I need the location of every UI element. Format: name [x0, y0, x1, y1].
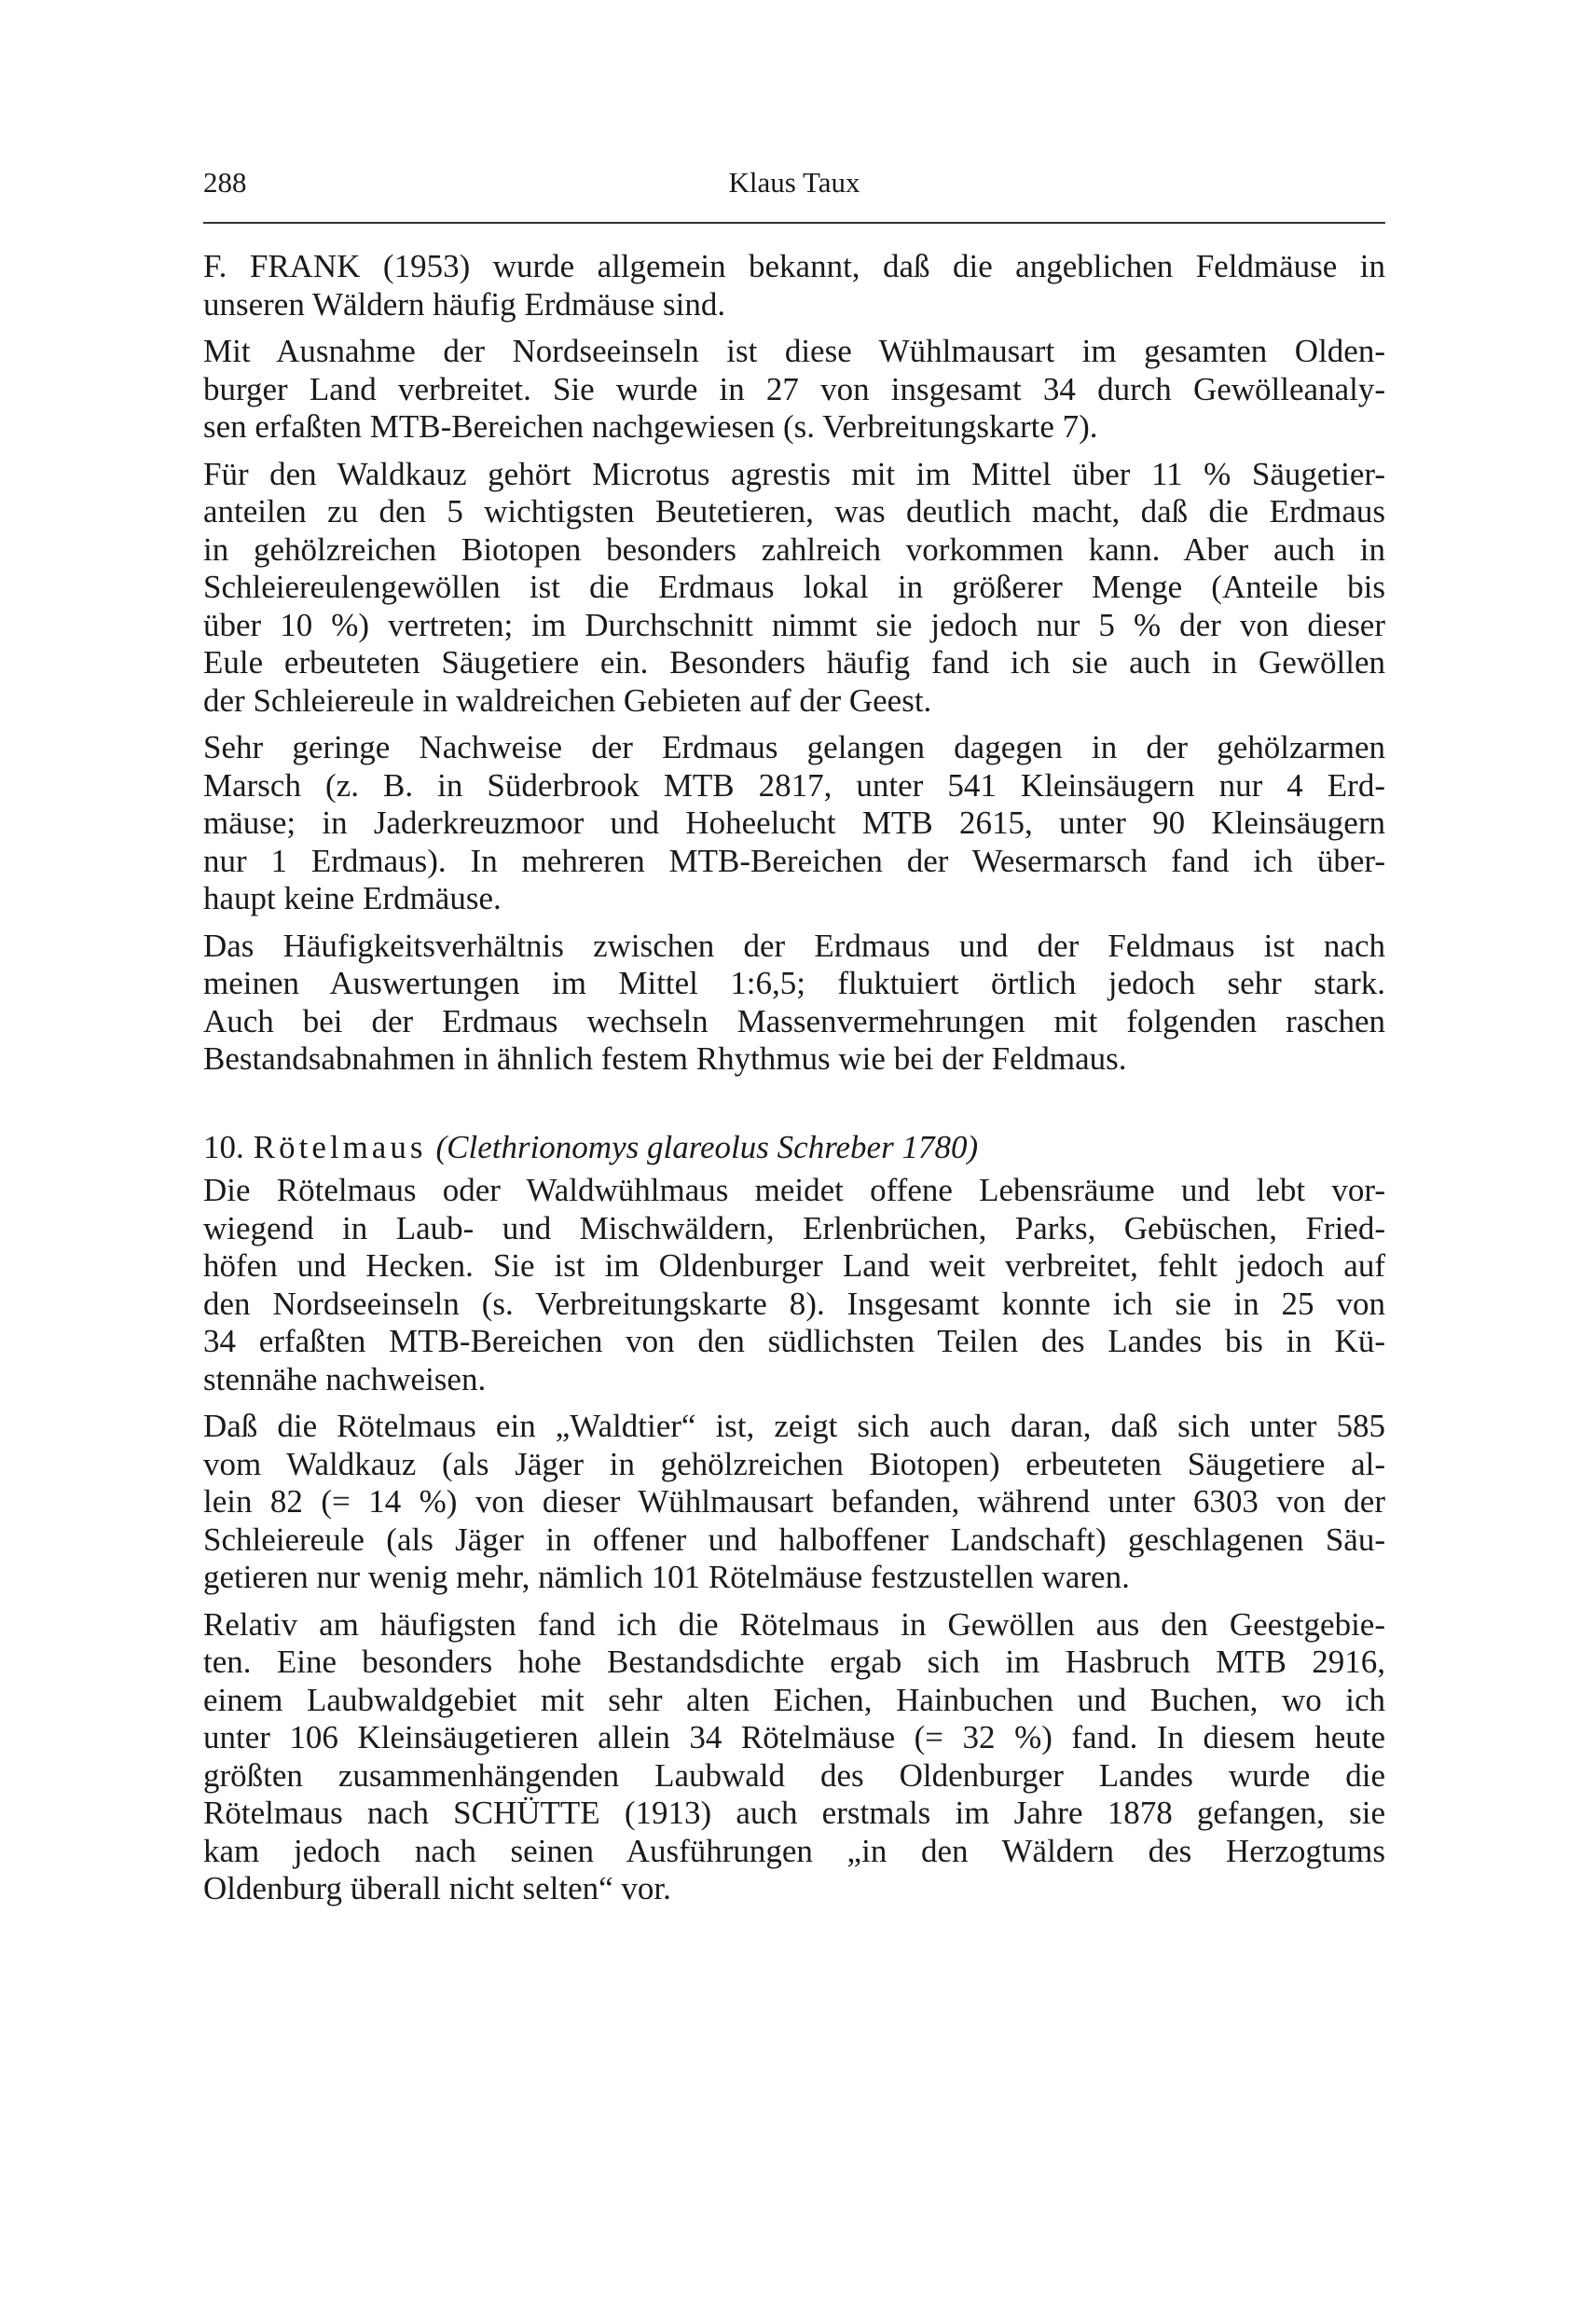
- text-line: F. FRANK (1953) wurde allgemein bekannt, daß die angeblichen Feldmäuse in: [203, 248, 1385, 284]
- text-line: lein 82 (= 14 %) von dieser Wühlmausart befanden, während unter 6303 von der: [203, 1483, 1385, 1520]
- text-line: Schleiereule (als Jäger in offener und halboffener Landschaft) geschlagenen Säu-: [203, 1521, 1385, 1558]
- text-line: anteilen zu den 5 wichtigsten Beutetieren, was deutlich macht, daß die Erdmaus: [203, 493, 1385, 530]
- header-rule: [203, 222, 1385, 224]
- text-line: Bestandsabnahmen in ähnlich festem Rhythmus wie bei der Feldmaus.: [203, 1040, 1127, 1077]
- running-head: Klaus Taux: [728, 166, 860, 199]
- text-line: Eule erbeuteten Säugetiere ein. Besonders häufig fand ich sie auch in Gewöllen: [203, 644, 1385, 681]
- section-heading: [203, 1129, 1385, 1167]
- text-line: haupt keine Erdmäuse.: [203, 880, 502, 916]
- text-line: mäuse; in Jaderkreuzmoor und Hoheelucht MTB 2615, unter 90 Kleinsäugern: [203, 805, 1385, 841]
- text-line: wiegend in Laub- und Mischwäldern, Erlenbrüchen, Parks, Gebüschen, Fried-: [203, 1209, 1385, 1246]
- text-line: nur 1 Erdmaus). In mehreren MTB-Bereichen der Wesermarsch fand ich über-: [203, 842, 1385, 879]
- text-line: getieren nur wenig mehr, nämlich 101 Rötelmäuse festzustellen waren.: [203, 1559, 1130, 1595]
- text-line: in gehölzreichen Biotopen besonders zahlreich vorkommen kann. Aber auch in: [203, 530, 1385, 568]
- text-line: Daß die Rötelmaus ein „Waldtier“ ist, zeigt sich auch daran, daß sich unter 585: [203, 1408, 1385, 1444]
- body-text: [203, 248, 1385, 1079]
- text-line: der Schleiereule in waldreichen Gebieten auf der Geest.: [203, 681, 932, 719]
- text-line: unseren Wäldern häufig Erdmäuse sind.: [203, 285, 726, 323]
- text-line: sen erfaßten MTB-Bereichen nachgewiesen (s. Verbreitungskarte 7).: [203, 408, 1098, 445]
- text-line: Für den Waldkauz gehört Microtus agrestis mit im Mittel über 11 % Säugetier-: [203, 455, 1385, 492]
- text-line: meinen Auswertungen im Mittel 1:6,5; fluktuiert örtlich jedoch sehr stark.: [203, 965, 1385, 1001]
- text-line: Relativ am häufigsten fand ich die Rötelmaus in Gewöllen aus den Geestgebie-: [203, 1605, 1385, 1643]
- paragraph: [203, 1172, 1385, 1398]
- paragraph: [203, 248, 1385, 323]
- text-line: 34 erfaßten MTB-Bereichen von den südlichsten Teilen des Landes bis in Kü-: [203, 1323, 1385, 1359]
- text-line: Marsch (z. B. in Süderbrook MTB 2817, unter 541 Kleinsäugern nur 4 Erd-: [203, 766, 1385, 804]
- text-line: kam jedoch nach seinen Ausführungen „in den Wäldern des Herzogtums: [203, 1832, 1385, 1869]
- section-number: 10.: [203, 1128, 244, 1165]
- paragraph: [203, 928, 1385, 1079]
- section-latin-name: (Clethrionomys glareolus Schreber 1780): [435, 1128, 979, 1165]
- text-line: burger Land verbreitet. Sie wurde in 27 von insgesamt 34 durch Gewölleanaly-: [203, 370, 1385, 407]
- text-line: über 10 %) vertreten; im Durchschnitt nimmt sie jedoch nur 5 % der von dieser: [203, 606, 1385, 643]
- section-body-text: [203, 1172, 1385, 1908]
- paragraph: [203, 1408, 1385, 1597]
- text-line: einem Laubwaldgebiet mit sehr alten Eichen, Hainbuchen und Buchen, wo ich: [203, 1681, 1385, 1718]
- text-line: Das Häufigkeitsverhältnis zwischen der Erdmaus und der Feldmaus ist nach: [203, 927, 1385, 964]
- text-line: Schleiereulengewöllen ist die Erdmaus lokal in größerer Menge (Anteile bis: [203, 569, 1385, 605]
- paragraph: [203, 456, 1385, 721]
- text-line: Sehr geringe Nachweise der Erdmaus gelangen dagegen in der gehölzarmen: [203, 729, 1385, 765]
- text-line: höfen und Hecken. Sie ist im Oldenburger Land weit verbreitet, fehlt jedoch auf: [203, 1247, 1385, 1284]
- text-line: ten. Eine besonders hohe Bestandsdichte ergab sich im Hasbruch MTB 2916,: [203, 1644, 1385, 1680]
- text-line: den Nordseeinseln (s. Verbreitungskarte 8). Insgesamt konnte ich sie in 25 von: [203, 1285, 1385, 1322]
- section-name: Rötelmaus: [253, 1128, 427, 1165]
- text-line: Auch bei der Erdmaus wechseln Massenvermehrungen mit folgenden raschen: [203, 1002, 1385, 1039]
- paragraph: [203, 729, 1385, 918]
- page-header: [203, 158, 1385, 214]
- text-line: größten zusammenhängenden Laubwald des Oldenburger Landes wurde die: [203, 1756, 1385, 1794]
- paragraph: [203, 1606, 1385, 1908]
- page-number: 288: [203, 166, 247, 199]
- text-line: Mit Ausnahme der Nordseeinseln ist diese Wühlmausart im gesamten Olden-: [203, 333, 1385, 369]
- text-line: Rötelmaus nach SCHÜTTE (1913) auch erstmals im Jahre 1878 gefangen, sie: [203, 1795, 1385, 1831]
- text-line: vom Waldkauz (als Jäger in gehölzreichen Biotopen) erbeuteten Säugetiere al-: [203, 1445, 1385, 1482]
- document-page: [203, 158, 1385, 1918]
- text-line: Die Rötelmaus oder Waldwühlmaus meidet offene Lebensräume und lebt vor-: [203, 1172, 1385, 1208]
- text-line: stennähe nachweisen.: [203, 1360, 487, 1397]
- text-line: Oldenburg überall nicht selten“ vor.: [203, 1870, 671, 1906]
- paragraph: [203, 333, 1385, 447]
- text-line: unter 106 Kleinsäugetieren allein 34 Rötelmäuse (= 32 %) fand. In diesem heute: [203, 1719, 1385, 1755]
